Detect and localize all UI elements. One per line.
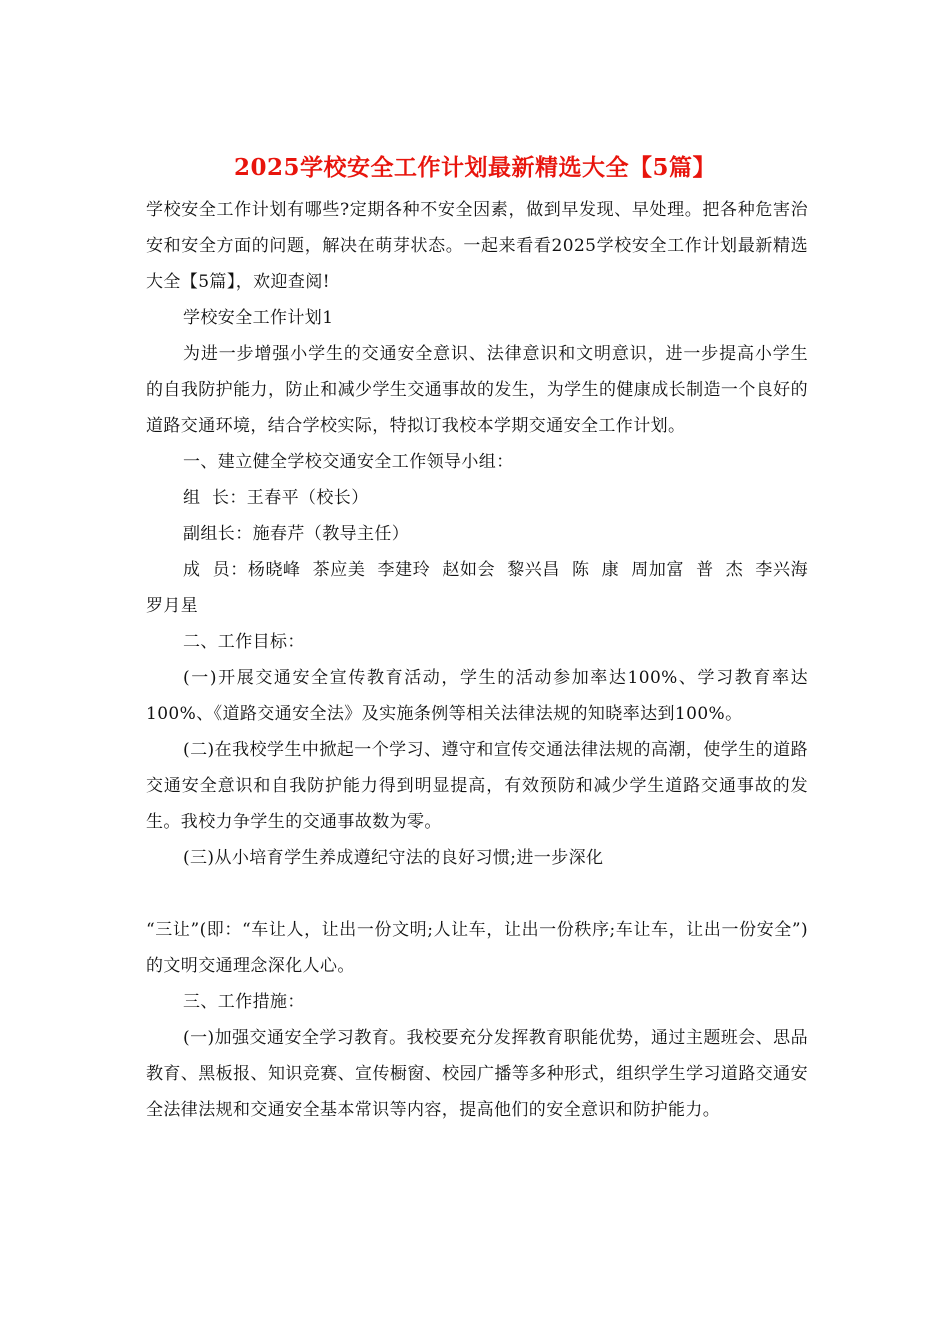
- members-line: 成 员：杨晓峰 茶应美 李建玲 赵如会 黎兴昌 陈 康 周加富 普 杰 李兴海 罗月星: [146, 560, 820, 616]
- document-title: 2025学校安全工作计划最新精选大全【5篇】: [233, 154, 717, 181]
- body-paragraph: 为进一步增强小学生的交通安全意识、法律意识和文明意识，进一步提高小学生的自我防护能力，防止和减少学生交通事故的发生，为学生的健康成长制造一个良好的道路交通环境，结合学校实际，特拟订我校本学期交通安全工作计划。: [146, 344, 808, 436]
- document-body: [146, 192, 820, 1128]
- intro-paragraph: 学校安全工作计划有哪些?定期各种不安全因素，做到早发现、早处理。把各种危害治安和安全方面的问题，解决在萌芽状态。一起来看看2025学校安全工作计划最新精选大全【5篇】，欢迎查阅!: [146, 200, 808, 292]
- measure-item: (一)加强交通安全学习教育。我校要充分发挥教育职能优势，通过主题班会、思品教育、黑板报、知识竞赛、宣传橱窗、校园广播等多种形式，组织学生学习道路交通安全法律法规和交通安全基本常识等内容，提高他们的安全意识和防护能力。: [146, 1028, 808, 1120]
- goal-item: (一)开展交通安全宣传教育活动，学生的活动参加率达100%、学习教育率达100%、《道路交通安全法》及实施条例等相关法律法规的知晓率达到100%。: [146, 668, 808, 724]
- goal-item: (三)从小培育学生养成遵纪守法的良好习惯;进一步深化: [183, 848, 604, 868]
- leader-line: 组 长：王春平（校长）: [183, 488, 369, 508]
- section-heading: 二、工作目标：: [183, 632, 305, 652]
- body-paragraph: “三让”(即：“车让人，让出一份文明;人让车，让出一份秩序;车让车，让出一份安全”)的文明交通理念深化人心。: [146, 920, 808, 976]
- deputy-leader-line: 副组长：施春芹（教导主任）: [183, 524, 410, 544]
- section-heading-plan-1: 学校安全工作计划1: [183, 308, 334, 328]
- goal-item: (二)在我校学生中掀起一个学习、遵守和宣传交通法律法规的高潮，使学生的道路交通安全意识和自我防护能力得到明显提高，有效预防和减少学生道路交通事故的发生。我校力争学生的交通事故数为零。: [146, 740, 808, 832]
- section-heading: 三、工作措施：: [183, 992, 305, 1012]
- section-heading: 一、建立健全学校交通安全工作领导小组：: [183, 452, 514, 472]
